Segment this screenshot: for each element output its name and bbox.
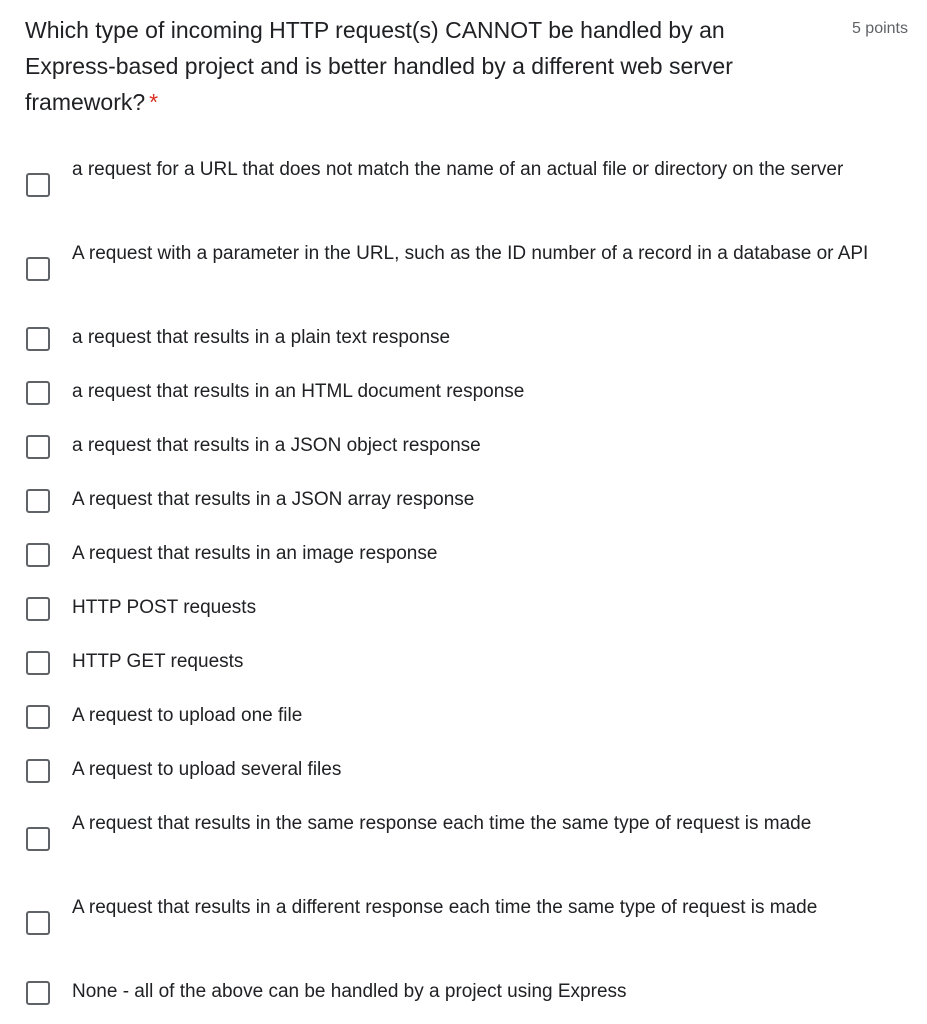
question-header bbox=[25, 12, 825, 120]
checkbox-icon[interactable] bbox=[26, 257, 50, 281]
option-label: A request that results in a JSON array response bbox=[72, 489, 475, 510]
checkbox-icon[interactable] bbox=[26, 911, 50, 935]
checkbox-icon[interactable] bbox=[26, 173, 50, 197]
option-label: a request for a URL that does not match the name of an actual file or directory on the server bbox=[72, 159, 844, 180]
checkbox-icon[interactable] bbox=[26, 981, 50, 1005]
checkbox-icon[interactable] bbox=[26, 381, 50, 405]
option-label: None - all of the above can be handled by a project using Express bbox=[72, 981, 627, 1002]
option-label: a request that results in a JSON object response bbox=[72, 435, 481, 456]
checkbox-icon[interactable] bbox=[26, 543, 50, 567]
checkbox-icon[interactable] bbox=[26, 435, 50, 459]
option-label: A request that results in the same response each time the same type of request is made bbox=[72, 813, 812, 834]
option-label: a request that results in an HTML document response bbox=[72, 381, 525, 402]
checkbox-icon[interactable] bbox=[26, 597, 50, 621]
option-label: A request with a parameter in the URL, such as the ID number of a record in a database or API bbox=[72, 243, 869, 264]
option-label: HTTP GET requests bbox=[72, 651, 244, 672]
question-title-text: Which type of incoming HTTP request(s) CANNOT be handled by an Express-based project and is better handled by a different web server framework? bbox=[25, 17, 733, 115]
checkbox-icon[interactable] bbox=[26, 489, 50, 513]
option-label: A request to upload several files bbox=[72, 759, 342, 780]
question-title bbox=[25, 12, 795, 120]
checkbox-icon[interactable] bbox=[26, 827, 50, 851]
option-label: a request that results in a plain text response bbox=[72, 327, 451, 348]
checkbox-icon[interactable] bbox=[26, 759, 50, 783]
required-star: * bbox=[149, 89, 159, 115]
checkbox-icon[interactable] bbox=[26, 705, 50, 729]
option-label: A request that results in an image response bbox=[72, 543, 438, 564]
checkbox-icon[interactable] bbox=[26, 327, 50, 351]
option-label: A request that results in a different response each time the same type of request is made bbox=[72, 897, 818, 918]
checkbox-icon[interactable] bbox=[26, 651, 50, 675]
points-label: 5 points bbox=[851, 20, 908, 37]
option-label: A request to upload one file bbox=[72, 705, 303, 726]
option-label: HTTP POST requests bbox=[72, 597, 257, 618]
